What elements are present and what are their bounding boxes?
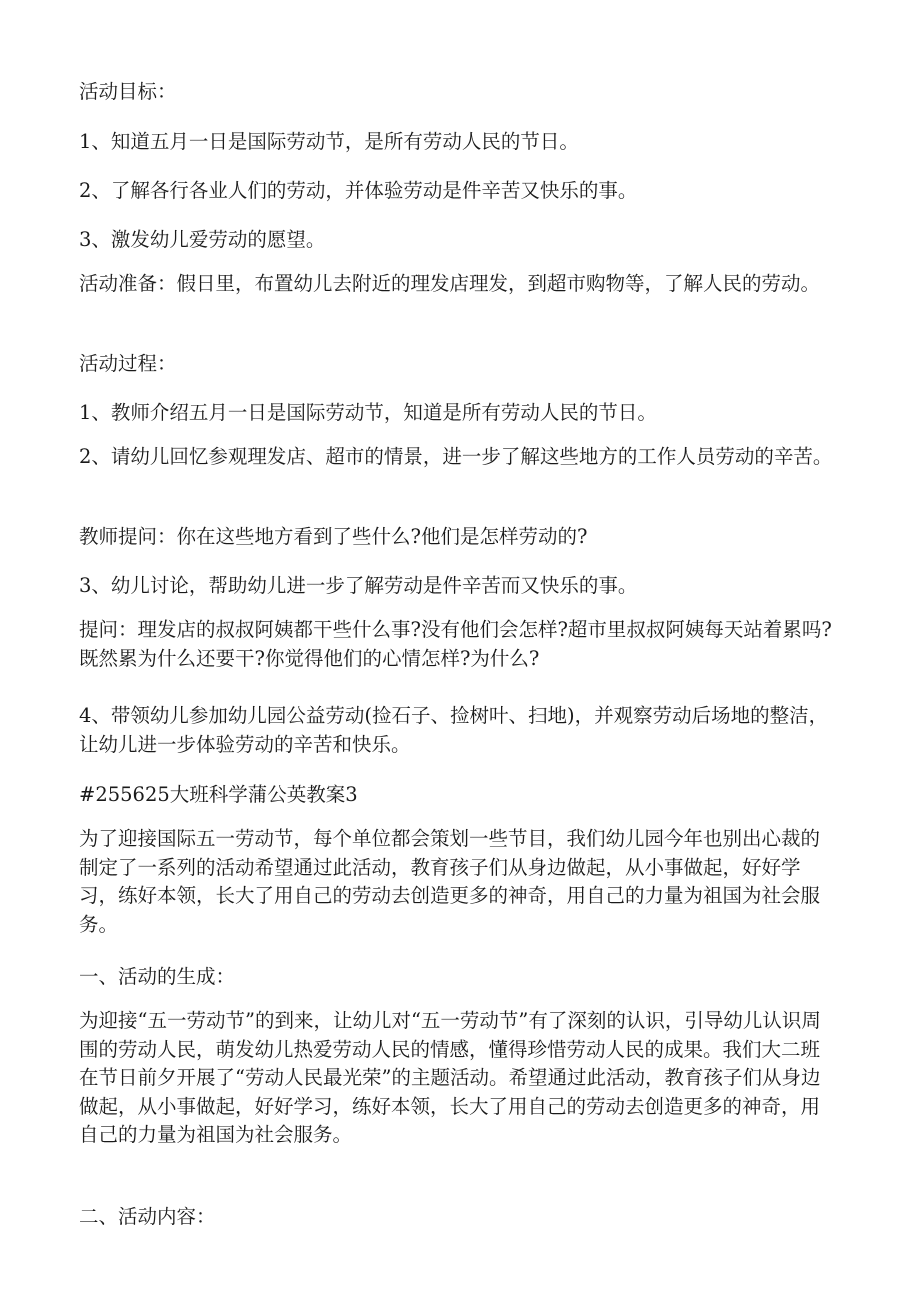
goal-item-1: 1、知道五月一日是国际劳动节，是所有劳动人民的节日。 [79,130,579,153]
process-item-1: 1、教师介绍五月一日是国际劳动节，知道是所有劳动人民的节日。 [79,401,657,424]
process-item-4: 4、带领幼儿参加幼儿园公益劳动(捡石子、捡树叶、扫地)，并观察劳动后场地的整洁，让幼儿进一步体验劳动的辛苦和快乐。 [79,704,829,756]
heading-activity-goals: 活动目标： [79,80,177,103]
heading-activity-content: 二、活动内容： [79,1205,216,1228]
process-item-2: 2、请幼儿回忆参观理发店、超市的情景，进一步了解这些地方的工作人员劳动的辛苦。 [79,445,833,468]
section-title: #255625大班科学蒲公英教案3 [79,783,358,806]
activity-origin-paragraph: 为迎接“五一劳动节”的到来，让幼儿对“五一劳动节”有了深刻的认识，引导幼儿认识周围的劳动人民，萌发幼儿热爱劳动人民的情感，懂得珍惜劳动人民的成果。我们大二班在节日前夕开展了“劳动人民最光荣”的主题活动。希望通过此活动，教育孩子们从身边做起，从小事做起，好好学习，练好本领，长大了用自己的劳动去创造更多的神奇，用自己的力量为祖国为社会服务。 [79,1009,821,1146]
heading-activity-origin: 一、活动的生成： [79,965,236,988]
teacher-question: 教师提问：你在这些地方看到了些什么?他们是怎样劳动的? [79,525,588,548]
intro-paragraph: 为了迎接国际五一劳动节，每个单位都会策划一些节目，我们幼儿园今年也别出心裁的制定了一系列的活动希望通过此活动，教育孩子们从身边做起，从小事做起，好好学习，练好本领，长大了用自己的劳动去创造更多的神奇，用自己的力量为祖国为社会服务。 [79,827,821,936]
process-item-3: 3、幼儿讨论，帮助幼儿进一步了解劳动是件辛苦而又快乐的事。 [79,574,638,597]
question-list: 提问：理发店的叔叔阿姨都干些什么事?没有他们会怎样?超市里叔叔阿姨每天站着累吗?既然累为什么还要干?你觉得他们的心情怎样?为什么? [79,618,832,670]
heading-activity-process: 活动过程： [79,352,177,375]
activity-preparation: 活动准备：假日里，布置幼儿去附近的理发店理发，到超市购物等，了解人民的劳动。 [79,272,821,295]
goal-item-3: 3、激发幼儿爱劳动的愿望。 [79,228,326,251]
goal-item-2: 2、了解各行各业人们的劳动，并体验劳动是件辛苦又快乐的事。 [79,179,638,202]
